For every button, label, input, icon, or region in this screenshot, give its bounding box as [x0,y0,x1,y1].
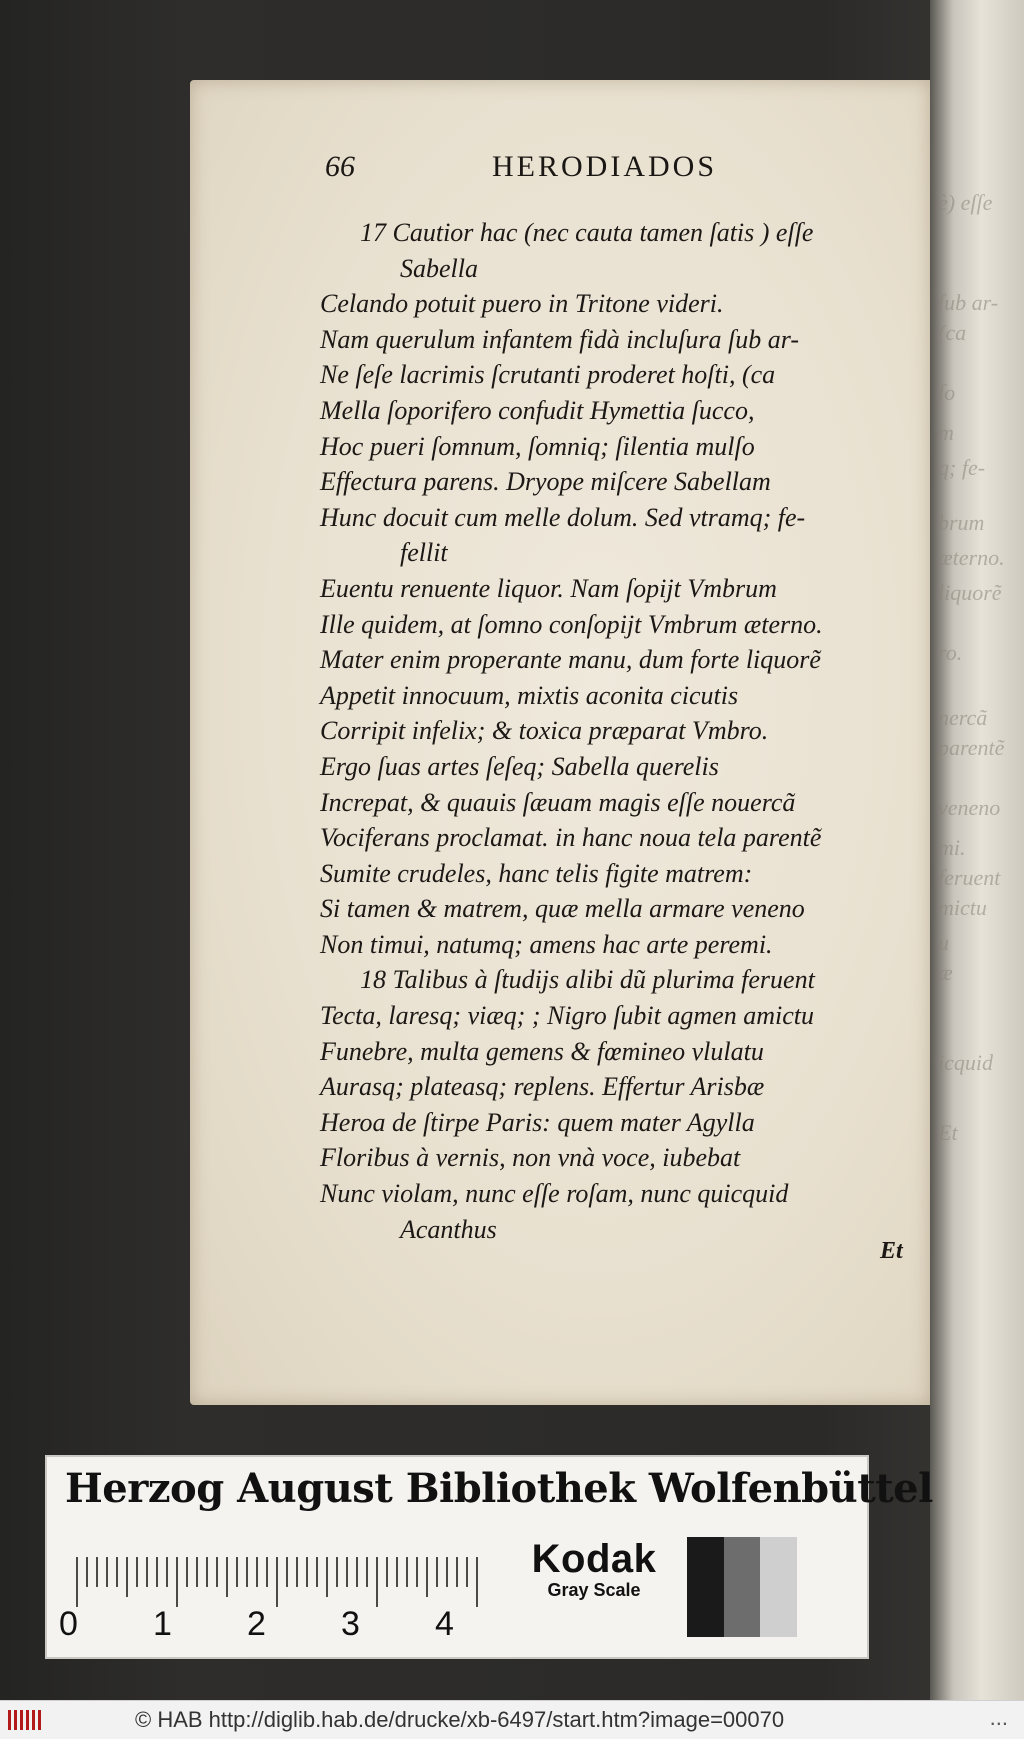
text-line: Acanthus [400,1214,497,1244]
gray-swatch [724,1537,761,1637]
kodak-brand: Kodak [531,1537,657,1581]
text-line: Celando potuit puero in Tritone videri. [320,289,724,319]
text-line: Sabella [400,253,478,283]
bleed-through-text: æterno. [938,545,1005,570]
bleed-through-text: feruent [938,865,1001,890]
bleed-through-text: nercã [938,705,988,730]
bleed-through-text: q; fe- [938,455,986,480]
text-line: Corripit infelix; & toxica præparat Vmbro. [320,716,769,746]
poem-text [320,215,910,1247]
catchword: Et [880,1238,903,1264]
text-line: Ne ſeſe lacrimis ſcrutanti proderet hoſti, (ca [320,360,776,390]
ruler-number: 4 [435,1605,454,1643]
bleed-through-text: mictu [938,895,987,920]
bleed-through-text: Et [938,1120,958,1145]
adjacent-page-edge [930,0,1024,1700]
library-color-bar [45,1455,933,1659]
bleed-through-text: ſo [938,380,956,405]
bleed-through-text: parentẽ [938,735,1005,760]
book-page [190,80,930,1405]
text-line: Increpat, & quauis ſæuam magis eſſe nouercã [320,787,796,817]
text-line: fellit [400,538,448,568]
text-line: Sumite crudeles, hanc telis figite matrem: [320,858,753,888]
text-line: Vociferans proclamat. in hanc noua tela parentẽ [320,823,822,853]
bleed-through-text: veneno [938,795,1001,820]
text-line: Hoc pueri ſomnum, ſomniq; ſilentia mulſo [320,431,755,461]
kodak-label [519,1537,669,1601]
text-line: Ille quidem, at ſomno conſopijt Vmbrum æterno. [320,609,823,639]
copyright-url[interactable]: © HAB http://diglib.hab.de/drucke/xb-6497/start.htm?image=00070 [135,1707,785,1732]
gray-scale-swatches [687,1537,797,1637]
text-line: Mater enim properante manu, dum forte liquorẽ [320,645,821,675]
text-line: Tecta, laresq; viæq; ; Nigro ſubit agmen amictu [320,1001,814,1031]
bleed-through-text: (ca [938,320,967,345]
text-line: Ergo ſuas artes ſeſeq; Sabella querelis [320,751,719,781]
ruler-number: 1 [153,1605,172,1643]
text-line: 18 Talibus à ſtudijs alibi dũ plurima feruent [360,965,815,995]
running-title: HERODIADOS [492,150,717,183]
text-line: Non timui, natumq; amens hac arte peremi. [320,929,773,959]
ruler-numbers [59,1605,539,1645]
ruler-number: 2 [247,1605,266,1643]
text-line: Nunc violam, nunc eſſe roſam, nunc quicquid [320,1179,789,1209]
text-line: Si tamen & matrem, quæ mella armare veneno [320,894,805,924]
ruler-number: 3 [341,1605,360,1643]
bleed-through-text: brum [938,510,985,535]
text-line: Floribus à vernis, non vnà voce, iubebat [320,1143,741,1173]
bleed-through-text: è) eſſe [938,190,993,215]
text-line: Nam querulum infantem fidà incluſura ſub ar- [320,324,800,354]
bleed-through-text: u [938,930,949,955]
scale-ruler [67,1552,527,1612]
text-line: 17 Cautior hac (nec cauta tamen ſatis ) eſſe [360,218,814,247]
kodak-subtitle: Gray Scale [547,1580,641,1600]
text-line: Appetit innocuum, mixtis aconita cicutis [320,680,739,710]
text-line: Hunc docuit cum melle dolum. Sed vtramq; fe- [320,502,806,532]
bleed-through-text: ro. [938,640,963,665]
bleed-through-text: icquid [938,1050,993,1075]
text-line: Euentu renuente liquor. Nam ſopijt Vmbrum [320,573,777,603]
bleed-through-text: liquorẽ [938,580,1002,605]
page-number: 66 [325,150,355,183]
ruler-number: 0 [59,1605,78,1643]
text-line: Heroa de ſtirpe Paris: quem mater Agylla [320,1107,755,1137]
bleed-through-text: ſub ar- [938,290,999,315]
text-line: Mella ſoporifero confudit Hymettia ſucco, [320,395,755,425]
text-line: Effectura parens. Dryope miſcere Sabellam [320,467,771,497]
bleed-through-text: mi. [938,835,966,860]
library-name: Herzog August Bibliothek Wolfenbüttel [65,1465,933,1512]
text-line: Funebre, multa gemens & fœmineo vlulatu [320,1036,764,1066]
text-line: Aurasq; plateasq; replens. Effertur Arisbæ [320,1072,765,1102]
bleed-through-text: æ [938,960,953,985]
footer-bar [0,1700,1024,1739]
more-menu-icon[interactable]: ... [989,1705,1008,1730]
gray-swatch [687,1537,724,1637]
bleed-through-text: m [938,420,954,445]
gray-swatch [760,1537,797,1637]
hab-logo-icon [6,1707,46,1733]
